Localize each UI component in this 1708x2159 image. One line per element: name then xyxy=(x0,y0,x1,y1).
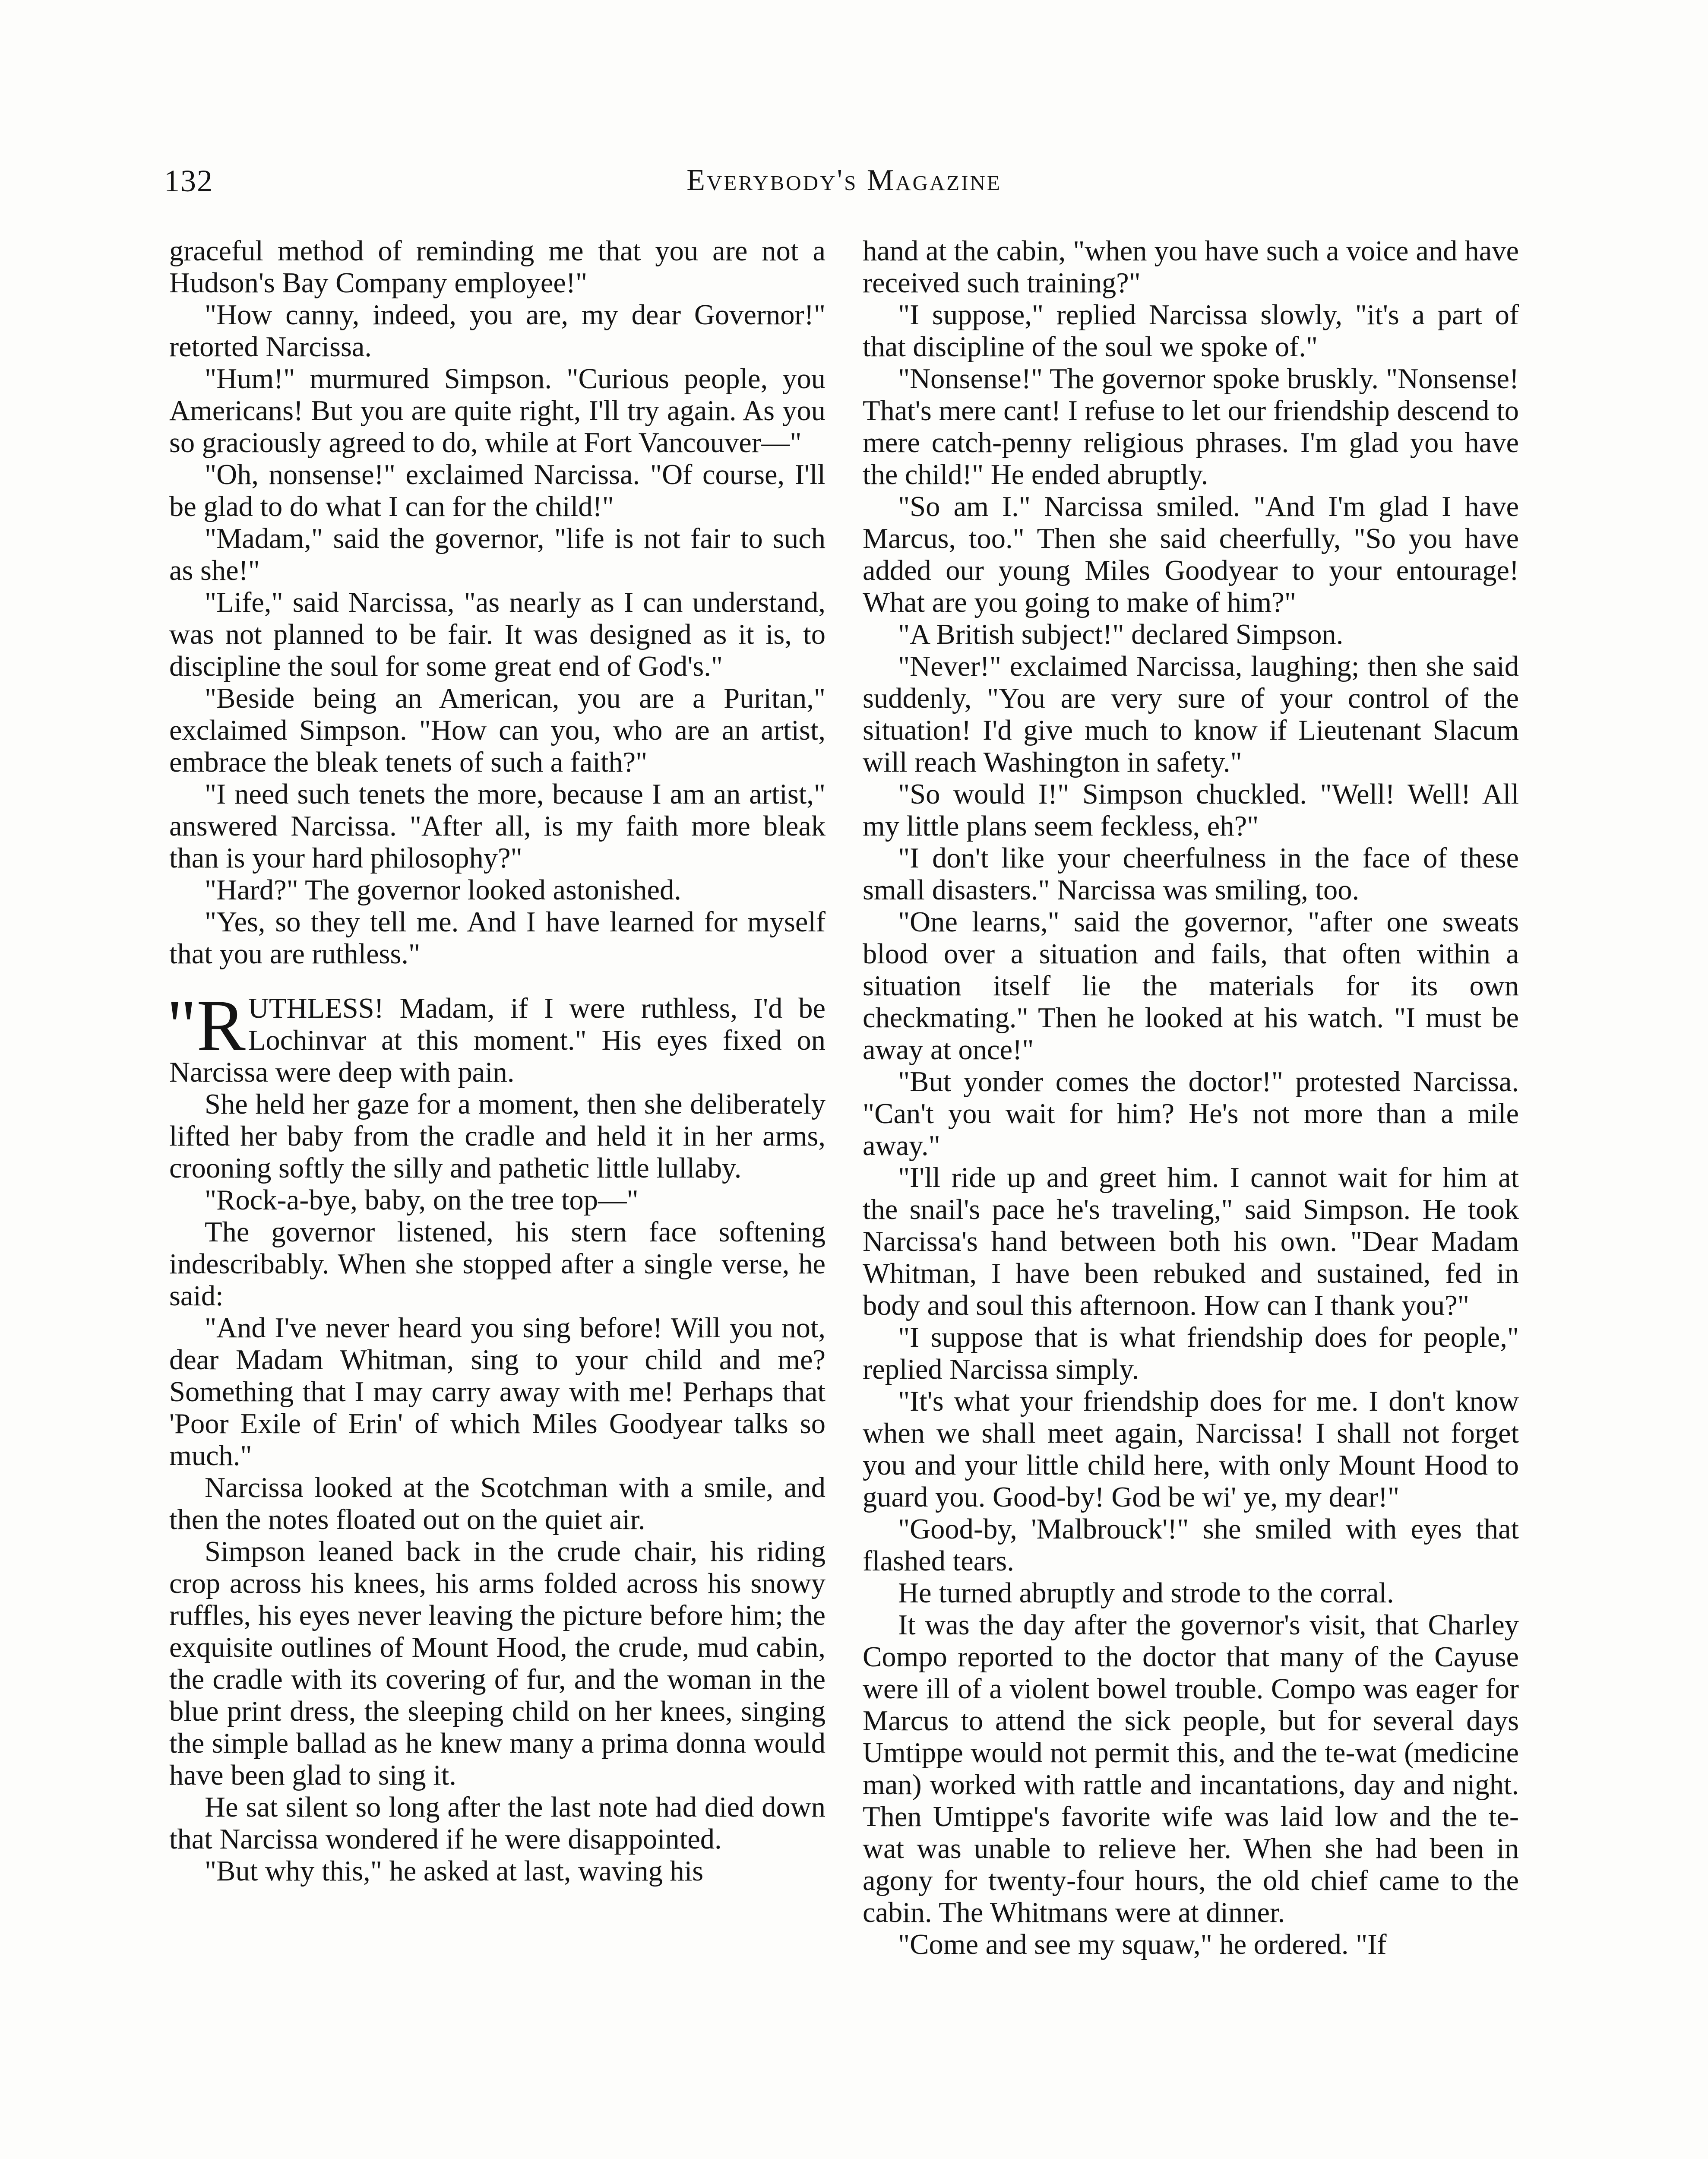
paragraph: "Hard?" The governor looked astonished. xyxy=(205,874,681,906)
page-number: 132 xyxy=(164,164,213,198)
paragraph: "It's what your friendship does for me. I don't know when we shall meet again, Narcissa! I shall not forget you and your little child here, with only Mount Hood to guard you. Good-by! God be wi' ye, my dear!" xyxy=(863,1386,1519,1513)
paragraph: "I suppose," replied Narcissa slowly, "it's a part of that discipline of the soul we spoke of." xyxy=(863,299,1519,363)
paragraph: "But yonder comes the doctor!" protested Narcissa. "Can't you wait for him? He's not more than a mile away." xyxy=(863,1066,1519,1162)
paragraph: "I suppose that is what friendship does for people," replied Narcissa simply. xyxy=(863,1322,1519,1385)
paragraph: "Rock-a-bye, baby, on the tree top—" xyxy=(205,1184,639,1216)
right-column xyxy=(863,235,1519,1961)
paragraph: "A British subject!" declared Simpson. xyxy=(898,619,1344,650)
paragraph: "Madam," said the governor, "life is not fair to such as she!" xyxy=(169,523,826,586)
page-header xyxy=(164,163,1524,211)
drop-cap: "R xyxy=(167,985,246,1066)
paragraph: "Come and see my squaw," he ordered. "If xyxy=(898,1929,1387,1960)
section-opening-text: UTHLESS! Madam, if I were ruthless, I'd be Lochinvar at this moment." His eyes fixed on Narcissa were deep with pain. xyxy=(169,993,826,1088)
paragraph: "Yes, so they tell me. And I have learned for myself that you are ruthless." xyxy=(169,906,826,970)
paragraph: "And I've never heard you sing before! Will you not, dear Madam Whitman, sing to your child and me? Something that I may carry away with me! Perhaps that 'Poor Exile of Erin' of which Miles Goodyear talks so much." xyxy=(169,1312,826,1472)
paragraph: He turned abruptly and strode to the corral. xyxy=(898,1577,1394,1609)
section-opening-paragraph xyxy=(167,985,826,1089)
paragraph: "But why this," he asked at last, waving his xyxy=(205,1855,704,1887)
paragraph: graceful method of reminding me that you are not a Hudson's Bay Company employee!" xyxy=(169,235,826,299)
paragraph: He sat silent so long after the last note had died down that Narcissa wondered if he were disappointed. xyxy=(169,1792,826,1855)
paragraph: It was the day after the governor's visit, that Charley Compo reported to the doctor that many of the Cayuse were ill of a violent bowel trouble. Compo was eager for Marcus to attend the sick people, but for several days Umtippe would not permit this, and the te-wat (medicine man) worked with rattle and incantations, day and night. Then Umtippe's favorite wife was laid low and the te-wat was unable to relieve her. When she had been in agony for twenty-four hours, the old chief came to the cabin. The Whitmans were at dinner. xyxy=(863,1609,1519,1928)
paragraph: hand at the cabin, "when you have such a voice and have received such training?" xyxy=(863,235,1519,299)
paragraph: "Nonsense!" The governor spoke bruskly. "Nonsense! That's mere cant! I refuse to let our friendship descend to mere catch-penny religious phrases. I'm glad you have the child!" He ended abruptly. xyxy=(863,363,1519,491)
paragraph: "Never!" exclaimed Narcissa, laughing; then she said suddenly, "You are very sure of your control of the situation! I'd give much to know if Lieutenant Slacum will reach Washington in safety." xyxy=(863,651,1519,778)
paragraph: "I'll ride up and greet him. I cannot wait for him at the snail's pace he's traveling," said Simpson. He took Narcissa's hand between both his own. "Dear Madam Whitman, I have been rebuked and sustained, fed in body and soul this afternoon. How can I thank you?" xyxy=(863,1162,1519,1321)
left-column xyxy=(169,235,826,1887)
paragraph: Narcissa looked at the Scotchman with a smile, and then the notes floated out on the quiet air. xyxy=(169,1472,826,1535)
paragraph: Simpson leaned back in the crude chair, his riding crop across his knees, his arms folded across his snowy ruffles, his eyes never leaving the picture before him; the exquisite outlines of Mount Hood, the crude, mud cabin, the cradle with its covering of fur, and the woman in the blue print dress, the sleeping child on her knees, singing the simple ballad as he knew many a prima donna would have been glad to sing it. xyxy=(169,1536,826,1791)
paragraph: She held her gaze for a moment, then she deliberately lifted her baby from the cradle and held it in her arms, crooning softly the silly and pathetic little lullaby. xyxy=(169,1089,826,1184)
paragraph: "So would I!" Simpson chuckled. "Well! Well! All my little plans seem feckless, eh?" xyxy=(863,779,1519,842)
paragraph: "Hum!" murmured Simpson. "Curious people, you Americans! But you are quite right, I'll try again. As you so graciously agreed to do, while at Fort Vancouver—" xyxy=(169,363,826,459)
paragraph: "I need such tenets the more, because I am an artist," answered Narcissa. "After all, is my faith more bleak than is your hard philosophy?" xyxy=(169,779,826,874)
running-head: Everybody's Magazine xyxy=(686,164,1002,197)
paragraph: "Good-by, 'Malbrouck'!" she smiled with eyes that flashed tears. xyxy=(863,1513,1519,1577)
paragraph: The governor listened, his stern face softening indescribably. When she stopped after a single verse, he said: xyxy=(169,1216,826,1312)
paragraph: "One learns," said the governor, "after one sweats blood over a situation and fails, that often within a situation itself lie the materials for its own checkmating." Then he looked at his watch. "I must be away at once!" xyxy=(863,906,1519,1066)
paragraph: "How canny, indeed, you are, my dear Governor!" retorted Narcissa. xyxy=(169,299,826,363)
paragraph: "Beside being an American, you are a Puritan," exclaimed Simpson. "How can you, who are an artist, embrace the bleak tenets of such a faith?" xyxy=(169,683,826,778)
paragraph: "So am I." Narcissa smiled. "And I'm glad I have Marcus, too." Then she said cheerfully, "So you have added our young Miles Goodyear to your entourage! What are you going to make of him?" xyxy=(863,491,1519,618)
paragraph: "Life," said Narcissa, "as nearly as I can understand, was not planned to be fair. It was designed as it is, to discipline the soul for some great end of God's." xyxy=(169,587,826,682)
paragraph: "I don't like your cheerfulness in the face of these small disasters." Narcissa was smiling, too. xyxy=(863,842,1519,906)
paragraph: "Oh, nonsense!" exclaimed Narcissa. "Of course, I'll be glad to do what I can for the child!" xyxy=(169,459,826,522)
